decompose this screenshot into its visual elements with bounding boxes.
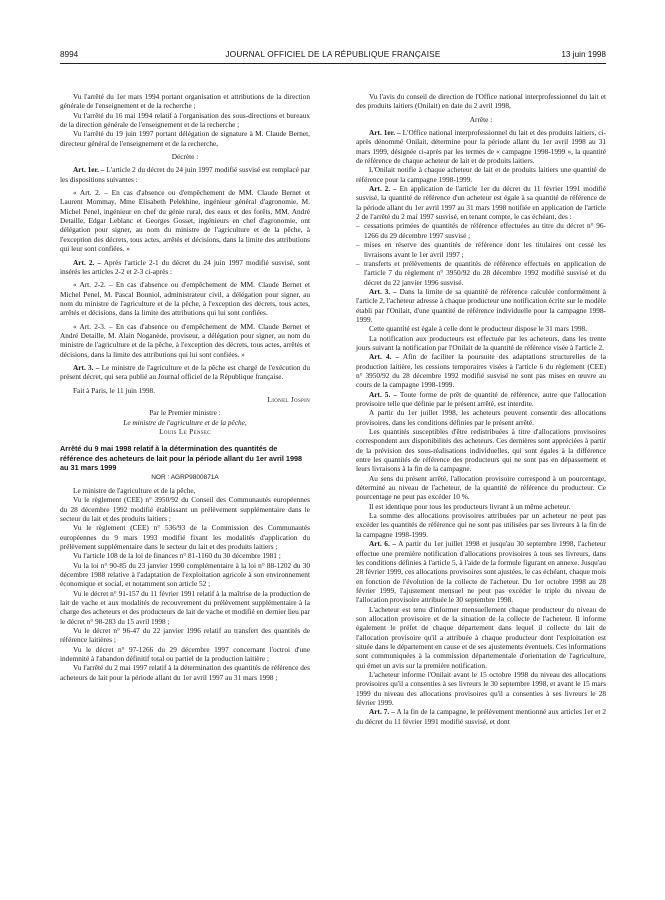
article-paragraph: L'Onilait notifie à chaque acheteur de lait et de produits laitiers une quantité de référence pour la campagne 1998-1999. bbox=[356, 165, 606, 184]
article-label: Art. 7. – bbox=[369, 707, 395, 717]
article-paragraph: Au sens du présent arrêté, l'allocation provisoire correspond à un pourcentage, déterminé au niveau de l'acheteur, de la quantité de référence du producteur. Ce pourcentage ne peut pas excéder 10 %. bbox=[356, 473, 606, 502]
decrete-heading: Décrète : bbox=[171, 152, 199, 162]
journal-title: JOURNAL OFFICIEL DE LA RÉPUBLIQUE FRANÇAISE bbox=[225, 50, 441, 59]
article-paragraph bbox=[356, 287, 606, 324]
article-text: En application de l'article 1er du décret du 11 février 1991 modifié susvisé, la quantité de référence d'un acheteur est égale à sa quantité de référence de la période allant du 1er avril 1997 au 31 mars 1998 notifiée en application de l'article 2 de l'arrêté du 2 mai 1997 susvisé, en tenant compte, le cas échéant, des : bbox=[356, 184, 606, 222]
article-paragraph: Les quantités susceptibles d'être redistribuées à titre d'allocations provisoires correspondent aux disponibilités des acheteurs. Ces dernières sont appréciées à partir de la prévision des sous-réalisations individuelles, qui sont égales à la différence entre les quantités de référence des producteurs qui ne sont pas en dépassement et leurs livraisons à la fin de la campagne. bbox=[356, 427, 606, 474]
article-paragraph bbox=[60, 363, 310, 382]
article-text: Après l'article 2-1 du décret du 24 juin 1997 modifié susvisé, sont insérés les articles 2-2 et 2-3 ci-après : bbox=[60, 257, 310, 276]
article-paragraph: La somme des allocations provisoires attribuées par un acheteur ne peut pas excéder les quantités de référence qui ne sont pas utilisées par ses livreurs à la fin de la campagne 1998-1999. bbox=[356, 511, 606, 539]
visa-paragraph: Vu l'avis du conseil de direction de l'Office national interprofessionnel du lait et des produits laitiers (Onilait) en date du 2 avril 1998, bbox=[356, 92, 606, 111]
visa-paragraph: Vu l'arrêté du 1er mars 1994 portant organisation et attributions de la direction générale de l'enseignement et de la recherche ; bbox=[60, 92, 310, 111]
article-paragraph: L'acheteur est tenu d'informer mensuellement chaque producteur du niveau de son allocation provisoire et de la situation de la collecte de l'acheteur. Il informe également le préfet de chaque département dans lequel il collecte du lait de l'allocation provisoire qu'il a attribuée à chaque producteur dont l'exploitation est située dans le département en cause et de ses ajustements éventuels. Ces informations sont communiquées à la commission départementale d'orientation de l'agriculture, qui émet un avis sur la première notification. bbox=[356, 604, 606, 670]
article-paragraph: Cette quantité est égale à celle dont le producteur dispose le 31 mars 1998. bbox=[369, 324, 588, 334]
visa-paragraph: Vu le décret n° 91-157 du 11 février 1991 relatif à la maîtrise de la production de lait de vache et aux modalités de recouvrement du prélèvement supplémentaire à la charge des acheteurs et des producteurs de lait de vache et modifié en dernier lieu par le décret n° 98-283 du 15 avril 1998 ; bbox=[60, 588, 310, 626]
article-label: Art. 2. – bbox=[369, 184, 397, 194]
page-number: 8994 bbox=[60, 50, 79, 59]
article-label: Art. 6. – bbox=[369, 539, 396, 549]
visa-paragraph: Vu l'arrêté du 16 mai 1994 relatif à l'organisation des sous-directions et bureaux de la direction générale de l'enseignement et de la recherche ; bbox=[60, 110, 310, 130]
article-paragraph bbox=[60, 258, 310, 277]
visa-paragraph: Vu l'arrêté du 2 mai 1997 relatif à la détermination des quantités de référence des acheteurs de lait pour la période allant du 1er avril 1997 au 31 mars 1998 ; bbox=[60, 663, 310, 682]
nor-reference: NOR : AGRP9800871A bbox=[151, 473, 219, 481]
article-paragraph: A partir du 1er juillet 1998, les acheteurs peuvent consentir des allocations provisoires, dans les conditions définies par le présent arrêté. bbox=[356, 408, 606, 427]
issue-date: 13 juin 1998 bbox=[561, 50, 606, 59]
dash-item: – mises en réserve des quantités de référence dont les titulaires ont cessé les livraisons avant le 1er avril 1997 ; bbox=[356, 240, 606, 259]
right-column bbox=[356, 92, 606, 726]
signature-name: Louis Le Pensec bbox=[159, 427, 211, 436]
article-paragraph: L'acheteur informe l'Onilait avant le 15 octobre 1998 du niveau des allocations provisoires qu'il a consenties à ses livreurs le 30 septembre 1998, et avant le 15 mars 1999 du niveau des allocations provisoires qu'il a consenties à ses livreurs le 28 février 1999. bbox=[356, 669, 606, 707]
quote-paragraph: « Art. 2-2. – En cas d'absence ou d'empêchement de MM. Claude Bernet et Michel Penel, M. Pascal Bouniol, administrateur civil, a délégation pour signer, au nom du ministre de l'agriculture et de la pêche, à l'exception des décrets, tous actes, arrêtés et décisions, dans la limite des attributions qui lui sont confiées. bbox=[60, 280, 310, 318]
dash-item-text: mises en réserve des quantités de référence dont les titulaires ont cessé les livraisons avant le 1er avril 1997 ; bbox=[364, 240, 606, 259]
article-label: Art. 1er. – bbox=[73, 165, 105, 175]
article-text: Toute forme de prêt de quantité de référence, autre que l'allocation provisoire telle que définie par le présent arrêté, est interdite. bbox=[356, 389, 606, 408]
visa-paragraph: Le ministre de l'agriculture et de la pêche, bbox=[73, 485, 196, 495]
article-text: L'Office national interprofessionnel du lait et des produits laitiers, ci-après dénommé Onilait, détermine pour la période allant du 1er avril 1998 au 31 mars 1999, désignée ci-après par les termes de « campagne 1998-1999 », la quantité de référence de chaque acheteur de lait et de produits laitiers. bbox=[356, 128, 606, 166]
article-label: Art. 3. – bbox=[369, 286, 397, 296]
article-label: Art. 4. – bbox=[369, 352, 400, 362]
article-label: Art. 2. – bbox=[73, 257, 102, 267]
left-column bbox=[60, 92, 310, 682]
visa-paragraph: Vu la loi n° 90-85 du 23 janvier 1990 complémentaire à la loi n° 88-1202 du 30 décembre 1988 relative à l'adaptation de l'exploitation agricole à son environnement économique et social, et notamment son article 52 ; bbox=[60, 560, 310, 589]
article-label: Art. 1er. – bbox=[369, 128, 401, 138]
dash-item-text: cessations primées de quantités de référence effectuées au titre du décret n° 96-1266 du 29 décembre 1997 susvisé ; bbox=[364, 221, 606, 240]
article-text: Dans la limite de sa quantité de référence calculée conformément à l'article 2, l'acheteur adresse à chaque producteur une notification écrite sur le modèle établi par l'Onilait, d'une quantité de référence individuelle pour la campagne 1998-1999. bbox=[356, 286, 607, 324]
quote-paragraph: « Art. 2-3. – En cas d'absence ou d'empêchement de MM. Claude Bernet et André Detaille, M. Alain Noganède, proviseur, a délégation pour signer, au nom du ministre de l'agriculture et de la pêche, à l'exception des décrets, tous actes, arrêtés et décisions, dans la limite des attributions qui lui sont confiées. » bbox=[60, 321, 310, 359]
article-label: Art. 3. – bbox=[73, 362, 100, 372]
quote-paragraph: « Art. 2. – En cas d'absence ou d'empêchement de MM. Claude Bernet et Laurent Mommay, Mme Elisabeth Pelekhine, ingénieur général d'agronomie, M. Michel Penel, ingénieur en chef du génie rural, des eaux et des forêts, MM. André Detaille, Edgar Leblanc et Georges Gosset, ingénieurs en chef d'agronomie, ont délégation pour signer, au nom du ministre de l'agriculture et de la pêche, à l'exception des décrets, tous actes, arrêtés et décisions, dans la limite des attributions qui leur sont confiées. » bbox=[60, 188, 310, 254]
visa-paragraph: Vu l'article 108 de la loi de finances n° 81-1160 du 30 décembre 1981 ; bbox=[73, 551, 281, 561]
visa-paragraph: Vu le décret n° 97-1266 du 29 décembre 1997 concernant l'octroi d'une indemnité à l'abandon définitif total ou partiel de la production laitière ; bbox=[60, 644, 310, 664]
article-text: A partir du 1er juillet 1998 et jusqu'au 30 septembre 1998, l'acheteur effectue une première notification d'allocations provisoires à tous ses livreurs, dans les conditions définies à l'article 5, à l'aide de la formule figurant en annexe. Jusqu'au 28 février 1999, ces allocations provisoires sont ajustées, le cas échéant, chaque mois en fonction de l'évolution de la collecte de l'acheteur. Du 1er octobre 1998 au 28 février 1999, l'ajustement mensuel ne peut pas excéder le triple du niveau de l'allocation provisoire attribuée le 30 septembre 1998. bbox=[356, 539, 606, 605]
header-rule bbox=[60, 63, 606, 64]
article-text: Le ministre de l'agriculture et de la pêche est chargé de l'exécution du présent décret, qui sera publié au Journal officiel de la République française. bbox=[60, 362, 310, 382]
article-paragraph bbox=[356, 539, 606, 604]
article-paragraph: La notification aux producteurs est effectuée par les acheteurs, dans les trente jours suivant la notification par l'Onilait de la quantité de référence visée à l'article 2. bbox=[356, 333, 606, 352]
article-paragraph bbox=[356, 707, 606, 726]
article-label: Art. 5. – bbox=[369, 389, 397, 399]
article-paragraph bbox=[356, 128, 606, 165]
article-paragraph bbox=[356, 390, 606, 409]
minister-title: Le ministre de l'agriculture et de la pêche, bbox=[123, 417, 247, 427]
fait-line: Fait à Paris, le 11 juin 1998. bbox=[73, 385, 156, 395]
article-paragraph bbox=[356, 352, 606, 389]
article-text: Afin de faciliter la poursuite des adaptations structurelles de la production laitière, les cessions temporaires visées à l'article 6 du règlement (CEE) n° 3950/92 du 28 décembre 1992 modifié susvisé ne sont pas mises en œuvre au cours de la campagne 1998-1999. bbox=[356, 352, 606, 390]
dash-item: – cessations primées de quantités de référence effectuées au titre du décret n° 96-1266 du 29 décembre 1997 susvisé ; bbox=[356, 221, 606, 240]
signature-name: Lionel Jospin bbox=[267, 394, 310, 404]
visa-paragraph: Vu le règlement (CEE) n° 536/93 de la Commission des Communautés européennes du 9 mars 1993 modifié fixant les modalités d'application du prélèvement supplémentaire dans le secteur du lait et des produits laitiers ; bbox=[60, 523, 310, 551]
par-le-line: Par le Premier ministre : bbox=[149, 408, 221, 418]
arrete-heading: Arrête : bbox=[469, 114, 493, 124]
dash-item: – transferts et prélèvements de quantités de référence effectués en application de l'article 7 du règlement n° 3950/92 du 28 décembre 1992 modifié susvisé et du décret du 22 janvier 1996 susvisé. bbox=[356, 258, 606, 287]
dash-item-text: transferts et prélèvements de quantités de référence effectués en application de l'article 7 du règlement n° 3950/92 du 28 décembre 1992 modifié susvisé et du décret du 22 janvier 1996 susvisé. bbox=[364, 258, 606, 287]
decree-title: Arrêté du 9 mai 1998 relatif à la détermination des quantités de référence des acheteurs de lait pour la période allant du 1er avril 1998 au 31 mars 1999 bbox=[60, 444, 303, 473]
visa-paragraph: Vu l'arrêté du 19 juin 1997 portant délégation de signature à M. Claude Bernet, directeur général de l'enseignement et de la recherche, bbox=[60, 129, 310, 148]
article-paragraph: Il est identique pour tous les producteurs livrant à un même acheteur. bbox=[369, 501, 571, 511]
article-paragraph bbox=[356, 184, 606, 221]
article-text: L'article 2 du décret du 24 juin 1997 modifié susvisé est remplacé par les dispositions suivantes : bbox=[60, 165, 310, 184]
page-header bbox=[60, 50, 606, 64]
article-paragraph bbox=[60, 165, 310, 184]
visa-paragraph: Vu le décret n° 96-47 du 22 janvier 1996 relatif au transfert des quantités de référence laitières ; bbox=[60, 626, 310, 645]
visa-paragraph: Vu le règlement (CEE) n° 3950/92 du Conseil des Communautés européennes du 28 décembre 1992 modifié établissant un prélèvement supplémentaire dans le secteur du lait et des produits laitiers ; bbox=[60, 495, 310, 523]
article-text: A la fin de la campagne, le prélèvement mentionné aux articles 1er et 2 du décret du 11 février 1991 modifié susvisé, et dont bbox=[356, 707, 606, 726]
